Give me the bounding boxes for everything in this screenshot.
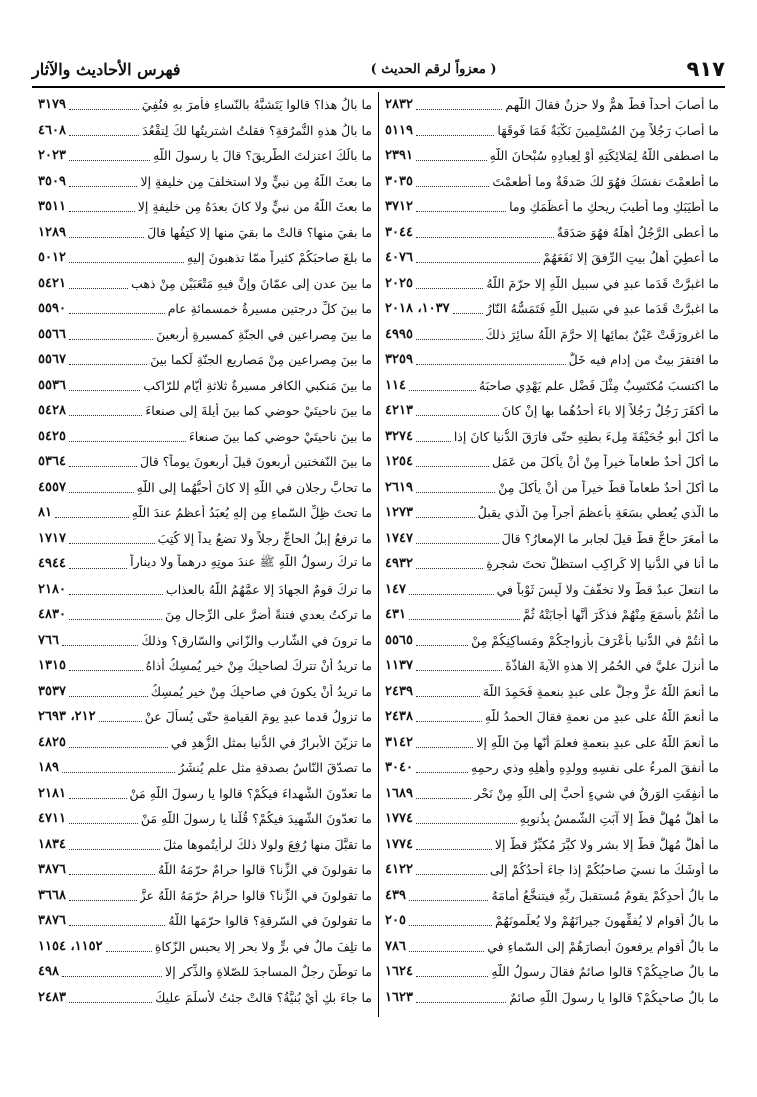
hadith-entry — [32, 449, 378, 475]
hadith-entry — [379, 118, 725, 144]
hadith-number: ٣٦٦٨ — [38, 887, 66, 903]
hadith-entry — [379, 245, 725, 271]
hadith-entry — [379, 551, 725, 577]
hadith-entry — [32, 602, 378, 628]
hadith-entry — [32, 92, 378, 118]
hadith-number: ١١٥٢، ١١٥٤ — [38, 938, 103, 954]
dot-leader — [69, 176, 138, 187]
dot-leader — [69, 405, 142, 416]
page-header — [32, 52, 725, 88]
hadith-entry — [379, 730, 725, 756]
hadith-text: ما أطيَبَكِ وما أطيبَ ريحكِ ما أعظَمَكِ وما — [509, 199, 719, 215]
hadith-number: ٧٦٦ — [38, 632, 59, 648]
hadith-number: ١٦٨٩ — [385, 785, 413, 801]
hadith-text: ما أكلَ أحدٌ طعاماً خيراً مِنْ أنْ يأكلَ من عَمَلِ — [491, 454, 719, 470]
hadith-number: ٣٥٣٧ — [38, 683, 66, 699]
hadith-entry — [379, 883, 725, 909]
dot-leader — [416, 737, 473, 748]
hadith-number: ٤٢١٣ — [385, 403, 413, 419]
hadith-number: ١٨٣٤ — [38, 836, 66, 852]
hadith-number: ٢١٨٠ — [38, 581, 66, 597]
hadith-text: ما تحتَ ظِلِّ السّماءِ مِن إلهٍ يُعبَدُ أعظمُ عندَ اللّهِ — [131, 505, 372, 521]
hadith-number: ١٢٧٣ — [385, 505, 413, 521]
hadith-number: ٢٨٣٢ — [385, 97, 413, 113]
hadith-number: ٤٩٩٥ — [385, 326, 413, 342]
hadith-number: ٣٧١٢ — [385, 199, 413, 215]
hadith-entry — [32, 857, 378, 883]
hadith-number: ١٧٧٤ — [385, 811, 413, 827]
hadith-number: ٢١٢، ٢٦٩٣ — [38, 709, 96, 725]
dot-leader — [69, 737, 168, 748]
dot-leader — [69, 660, 143, 671]
hadith-entry — [379, 220, 725, 246]
hadith-text: ما أهلَّ مُهِلٌّ قطُّ إلا بشرٍ ولا كبَّرَ مُكبِّرٌ قطُّ إلا — [494, 836, 719, 852]
hadith-entry — [32, 526, 378, 552]
hadith-entry — [32, 628, 378, 654]
dot-leader — [69, 227, 144, 238]
hadith-text: ما انتعلَ عبدٌ قطّ ولا تخفّفَ ولا لَبِسَ ثَوْباً في — [496, 581, 719, 597]
hadith-text: ما أصابَ أحداً قطّ همٌّ ولا حزنٌ فقالَ اللّهم — [505, 97, 719, 113]
hadith-text: ما تركتُ بعدي فتنةً أضرَّ على الرِّجالِ مِنَ — [164, 607, 372, 623]
hadith-text: ما اغرورَقَتْ عَيْنٌ بمائِها إلا حرَّمَ اللّهُ سائِرَ ذلكَ — [485, 326, 719, 342]
dot-leader — [416, 482, 495, 493]
hadith-text: ما تزيّنَ الأبرارُ في الدُّنيا بمثلِ الزُّهدِ في — [170, 734, 372, 750]
hadith-text: ما بالُكَ اعتزلتَ الطّريقَ؟ قالَ يا رسولَ اللّهِ — [153, 148, 372, 164]
hadith-text: ما أهلَّ مُهِلٌّ قطُّ إلا آبَتِ الشّمسُ بِذُنوبِهِ — [519, 811, 719, 827]
dot-leader — [416, 278, 483, 289]
hadith-text: ما أُنفِقَتِ الوَرِقُ في شيءٍ أحبَّ إلى اللّهِ مِنْ نَحْرٍ — [474, 785, 719, 801]
hadith-entry — [379, 857, 725, 883]
hadith-entry — [32, 118, 378, 144]
hadith-entry — [379, 679, 725, 705]
hadith-text: ما بالُ أحدِكُمْ يقومُ مُستقبلَ ربِّهِ فيتنخَّعُ أمامَهُ — [491, 887, 719, 903]
hadith-number: ٣٠٤٠ — [385, 760, 413, 776]
hadith-entry — [32, 653, 378, 679]
dot-leader — [69, 150, 150, 161]
dot-leader — [453, 303, 483, 314]
hadith-entry — [379, 143, 725, 169]
hadith-entry — [379, 169, 725, 195]
hadith-number: ٨١ — [38, 505, 52, 521]
dot-leader — [416, 966, 488, 977]
hadith-text: ما أنتُمْ في الدُّنيا بأعْرَفَ بأزواجِكُمْ ومَساكِنِكُمْ مِنْ — [471, 632, 719, 648]
hadith-entry — [379, 653, 725, 679]
hadith-entry — [32, 424, 378, 450]
dot-leader — [416, 660, 502, 671]
hadith-number: ٥٥٦٧ — [38, 352, 66, 368]
page-subtitle: ( معزواً لرقم الحديث ) — [370, 61, 497, 77]
hadith-text: ما توطّنَ رجلٌ المساجدَ للصّلاةِ والذِّكرِ إلا — [165, 964, 372, 980]
hadith-entry — [32, 373, 378, 399]
hadith-text: ما أُعطِيَ أهلُ بيتٍ الرِّفقَ إلا نَفَعَهُمْ — [542, 250, 719, 266]
hadith-entry — [32, 883, 378, 909]
dot-leader — [409, 941, 484, 952]
dot-leader — [416, 354, 566, 365]
hadith-text: ما افتقرَ بيتٌ من إدامٍ فيه خَلٌّ — [568, 352, 719, 368]
dot-leader — [416, 533, 499, 544]
dot-leader — [69, 992, 152, 1003]
hadith-text: ما أمعَرَ حاجٌّ قطُّ قيلَ لجابرٍ ما الإمعارُ؟ قالَ — [501, 530, 719, 546]
hadith-text: ما بالُ أقوامٍ لا يُفقِّهونَ جيرانَهُمْ ولا يُعلِّمونَهُمْ — [495, 913, 719, 929]
dot-leader — [62, 966, 162, 977]
hadith-text: ما أنا في الدُّنيا إلا كَراكِبٍ استظلَّ تحتَ شجرةٍ — [486, 556, 719, 572]
hadith-text: ما تقولونَ في السّرقةِ؟ قالوا حرّمَها اللّهُ — [168, 913, 372, 929]
hadith-number: ١٢٥٤ — [385, 454, 413, 470]
dot-leader — [409, 890, 489, 901]
hadith-text: ما بينَ مَنكبي الكافرِ مسيرةُ ثلاثةِ أيّامٍ للرّاكبِ — [143, 377, 372, 393]
hadith-entry — [32, 934, 378, 960]
hadith-number: ٢١٨١ — [38, 785, 66, 801]
hadith-entry — [379, 526, 725, 552]
dot-leader — [416, 329, 483, 340]
dot-leader — [69, 788, 127, 799]
hadith-text: ما بقيَ منها؟ قالتْ ما بقيَ منها إلا كتِفُها قالَ — [147, 224, 372, 240]
hadith-number: ٢٤٣٨ — [385, 709, 413, 725]
dot-leader — [62, 762, 175, 773]
hadith-number: ٥٥٣٦ — [38, 377, 66, 393]
dot-leader — [69, 813, 138, 824]
dot-leader — [409, 584, 494, 595]
hadith-entry — [32, 704, 378, 730]
hadith-text: ما جاءَ بكِ أيْ بُنيَّةُ؟ قالتْ جئتُ لأُسلِّمَ عليكَ — [155, 989, 372, 1005]
hadith-number: ١٣١٥ — [38, 658, 66, 674]
dot-leader — [69, 354, 147, 365]
dot-leader — [416, 864, 487, 875]
hadith-entry — [379, 475, 725, 501]
hadith-number: ٢٤٨٣ — [38, 989, 66, 1005]
hadith-text: ما أعطى الرَّجُلُ أهلَهُ فهُوَ صَدَقةٌ — [556, 224, 719, 240]
hadith-text: ما تعدّونَ الشُّهداءَ فيكُمْ؟ قالوا يا رسولَ اللّهِ مَنْ — [129, 785, 372, 801]
hadith-entry — [379, 271, 725, 297]
hadith-number: ٣٥٠٩ — [38, 173, 66, 189]
right-column — [379, 92, 725, 1017]
hadith-number: ٢٠٥ — [385, 913, 406, 929]
dot-leader — [69, 482, 134, 493]
hadith-number: ١٧١٧ — [38, 530, 66, 546]
dot-leader — [416, 252, 540, 263]
dot-leader — [416, 150, 487, 161]
hadith-text: ما أنزلَ عليَّ في الحُمُرِ إلا هذهِ الآيةَ الفاذّةَ — [505, 658, 719, 674]
dot-leader — [416, 635, 468, 646]
hadith-text: ما تزولُ قدما عبدٍ يومَ القيامةِ حتّى يُسألَ عنْ — [144, 709, 372, 725]
hadith-number: ١١٤ — [385, 377, 406, 393]
hadith-entry — [32, 755, 378, 781]
hadith-text: ما تصدّقَ النّاسُ بصدقةٍ مثلِ علمٍ يُنشَرُ — [178, 760, 372, 776]
hadith-text: ما بالُ صاحِبِكُمْ؟ قالوا صائمٌ فقالَ رسولُ اللّهِ — [491, 964, 719, 980]
hadith-entry — [32, 832, 378, 858]
dot-leader — [416, 176, 489, 187]
hadith-number: ٣٢٥٩ — [385, 352, 413, 368]
hadith-entry — [32, 271, 378, 297]
hadith-text: ما بينَ مِصراعينِ في الجنّةِ كمسيرةِ أربعينَ — [156, 326, 372, 342]
dot-leader — [416, 507, 475, 518]
hadith-entry — [32, 959, 378, 985]
dot-leader — [69, 584, 163, 595]
hadith-text: ما تلِفَ مالٌ في برٍّ ولا بحرٍ إلا بحبسِ الزّكاةِ — [154, 938, 372, 954]
hadith-text: ما بينَ عدنٍ إلى عمّانَ وإنَّ فيهِ مَتْعَبَيْنِ مِنْ ذهبٍ — [131, 275, 372, 291]
hadith-number: ٤٣٩ — [385, 887, 406, 903]
dot-leader — [69, 558, 127, 569]
hadith-number: ١٢٨٩ — [38, 224, 66, 240]
hadith-text: ما أنتُمْ بأسمَعَ مِنْهُمْ فذكَرَ أنَّها أجابَتْهُ ثُمَّ — [522, 607, 719, 623]
hadith-number: ٤٩٨ — [38, 964, 59, 980]
hadith-text: ما بالُ هذهِ النُّمرُقةِ؟ فقلتُ اشتريتُها لكَ لِتقْعُدَ — [142, 122, 372, 138]
hadith-number: ٣٨٧٦ — [38, 862, 66, 878]
dot-leader — [55, 507, 129, 518]
hadith-number: ٤٨٣٠ — [38, 607, 66, 623]
hadith-text: ما بينَ ناحيتَيْ حوضي كما بينَ صنعاءَ — [188, 428, 372, 444]
hadith-number: ٥٠١٢ — [38, 250, 66, 266]
hadith-text: ما تركَ رسولُ اللّهِ ﷺ عندَ موتِهِ درهماً ولا ديناراً — [130, 554, 372, 570]
hadith-entry — [379, 424, 725, 450]
dot-leader — [69, 456, 137, 467]
hadith-entry — [379, 934, 725, 960]
hadith-text: ما أنعمَ اللّهُ على عبدٍ بنعمةٍ فعلمَ أنّها مِنَ اللّهِ إلا — [476, 734, 719, 750]
hadith-text: ما بينَ النّفختينِ أربعونَ قيلَ أربعونَ يوماً؟ قالَ — [139, 454, 372, 470]
hadith-text: ما اكتسبَ مُكتَسِبٌ مِثْلَ فَضْلِ علمٍ يَهْدِي صاحبَهُ — [478, 377, 719, 393]
hadith-entry — [32, 296, 378, 322]
hadith-text: ما بالُ هذا؟ قالوا يَتَشبَّهُ بالنّساءِ فأمرَ بهِ فنُفِيَ — [141, 97, 372, 113]
hadith-entry — [32, 679, 378, 705]
dot-leader — [416, 992, 506, 1003]
dot-leader — [69, 864, 155, 875]
hadith-text: ما تريدُ أنْ يكونَ في صاحبِكَ مِنْ خيرٍ يُمسِكُ — [150, 683, 372, 699]
hadith-number: ٣١٧٩ — [38, 97, 66, 113]
hadith-entry — [32, 908, 378, 934]
hadith-text: ما أكفَرَ رَجُلٌ رَجُلاً إلا باءَ أحدُهُما بها إنْ كانَ — [501, 403, 719, 419]
hadith-text: ما أنعمَ اللّهُ على عبدٍ من نعمةٍ فقالَ الحمدُ للّهِ — [484, 709, 719, 725]
hadith-number: ٥٤٢٨ — [38, 403, 66, 419]
hadith-number: ٣٢٧٤ — [385, 428, 413, 444]
hadith-text: ما تحابَّ رجلانِ في اللّهِ إلا كانَ أحبُّهُما إلى اللّهِ — [136, 479, 372, 495]
hadith-entry — [379, 194, 725, 220]
hadith-entry — [379, 959, 725, 985]
dot-leader — [69, 839, 160, 850]
hadith-number: ١٠٣٧، ٢٠١٨ — [385, 301, 450, 317]
dot-leader — [416, 125, 494, 136]
hadith-text: ما أصابَ رَجُلاً مِنَ المُسْلِمينَ نَكْبَةٌ فَمَا فَوقَهَا — [497, 122, 719, 138]
hadith-entry — [32, 781, 378, 807]
hadith-number: ١٧٧٤ — [385, 836, 413, 852]
dot-leader — [416, 227, 554, 238]
dot-leader — [106, 941, 152, 952]
hadith-entry — [32, 551, 378, 577]
hadith-number: ١٨٩ — [38, 760, 59, 776]
page-number: ٩١٧ — [686, 57, 725, 81]
hadith-number: ٥٤٢٥ — [38, 428, 66, 444]
dot-leader — [99, 711, 142, 722]
hadith-number: ٤٨٢٥ — [38, 734, 66, 750]
hadith-entry — [32, 985, 378, 1011]
dot-leader — [69, 252, 184, 263]
hadith-number: ٤٧١١ — [38, 811, 66, 827]
hadith-number: ٣٥١١ — [38, 199, 66, 215]
hadith-entry — [379, 832, 725, 858]
hadith-entry — [379, 500, 725, 526]
hadith-number: ٤١٢٢ — [385, 862, 413, 878]
hadith-entry — [32, 245, 378, 271]
hadith-number: ٤٠٧٦ — [385, 250, 413, 266]
hadith-entry — [32, 730, 378, 756]
hadith-entry — [32, 806, 378, 832]
hadith-entry — [32, 143, 378, 169]
dot-leader — [409, 915, 492, 926]
hadith-number: ٢٠٢٥ — [385, 275, 413, 291]
dot-leader — [416, 788, 471, 799]
hadith-entry — [379, 781, 725, 807]
index-columns — [32, 92, 725, 1017]
dot-leader — [62, 635, 138, 646]
hadith-text: ما أوشَكَ ما نسيَ صاحبُكُمْ إذا جاءَ أحدُكُمْ إلى — [489, 862, 719, 878]
dot-leader — [409, 609, 520, 620]
hadith-number: ٤٣١ — [385, 607, 406, 623]
left-column — [32, 92, 378, 1017]
hadith-number: ٢٣٩١ — [385, 148, 413, 164]
hadith-text: ما أكلَ أبو جُحَيْفَةَ مِلءَ بطنِهِ حتّى فارَقَ الدُّنيا كانَ إذا — [453, 428, 719, 444]
hadith-entry — [32, 577, 378, 603]
hadith-entry — [379, 92, 725, 118]
dot-leader — [69, 125, 139, 136]
hadith-text: ما بالُ صاحبِكُمْ؟ قالوا يا رسولَ اللّهِ صائمٌ — [509, 989, 719, 1005]
dot-leader — [69, 201, 135, 212]
dot-leader — [69, 329, 153, 340]
hadith-entry — [32, 220, 378, 246]
hadith-text: ما بينَ ناحيتَيْ حوضي كما بينَ أيلةَ إلى صنعاءَ — [145, 403, 372, 419]
hadith-text: ما أكلَ أحدٌ طعاماً قطّ خيراً من أنْ يأكلَ مِنْ — [498, 479, 719, 495]
hadith-number: ٢٠٢٣ — [38, 148, 66, 164]
hadith-text: ما أنفقَ المرءُ على نفسِهِ وولدِهِ وأهلِهِ وذي رحمِهِ — [471, 760, 719, 776]
dot-leader — [69, 533, 155, 544]
hadith-text: ما اصطفى اللّهُ لِمَلائِكَتِهِ أوْ لِعِبادِهِ سُبْحانَ اللّهِ — [489, 148, 719, 164]
dot-leader — [69, 380, 140, 391]
hadith-text: ما بينَ مِصراعينِ مِنْ مَصاريعِ الجنّةِ لَكما بينَ — [150, 352, 372, 368]
hadith-entry — [379, 602, 725, 628]
hadith-number: ٤٦٠٨ — [38, 122, 66, 138]
hadith-entry — [379, 322, 725, 348]
dot-leader — [416, 99, 502, 110]
column-divider — [378, 92, 379, 1017]
hadith-entry — [379, 449, 725, 475]
hadith-number: ٢٤٣٩ — [385, 683, 413, 699]
dot-leader — [416, 405, 499, 416]
hadith-entry — [379, 755, 725, 781]
hadith-text: ما تقبَّلَ منها رُفِعَ ولولا ذلكَ لرأيتُموها مثلَ — [163, 836, 372, 852]
hadith-text: ما تقولونَ في الزِّنا؟ قالوا حرامٌ حرّمَهُ اللّهُ عزَّ — [139, 887, 372, 903]
hadith-entry — [379, 628, 725, 654]
hadith-entry — [32, 347, 378, 373]
hadith-entry — [379, 985, 725, 1011]
hadith-number: ٢٦١٩ — [385, 479, 413, 495]
hadith-number: ١٤٧ — [385, 581, 406, 597]
hadith-number: ٥٤٢١ — [38, 275, 66, 291]
hadith-number: ١١٣٧ — [385, 658, 413, 674]
dot-leader — [416, 558, 483, 569]
dot-leader — [69, 915, 165, 926]
hadith-number: ١٦٢٤ — [385, 964, 413, 980]
dot-leader — [416, 456, 489, 467]
hadith-entry — [379, 704, 725, 730]
hadith-entry — [379, 398, 725, 424]
hadith-entry — [379, 908, 725, 934]
hadith-entry — [379, 577, 725, 603]
hadith-text: ما تقولونَ في الزِّنا؟ قالوا حرامٌ حرّمَهُ اللّهُ — [157, 862, 372, 878]
hadith-number: ٥٣٦٤ — [38, 454, 66, 470]
dot-leader — [416, 431, 451, 442]
hadith-text: ما تعدّونَ الشّهيدَ فيكُمْ؟ قُلْنا يا رسولَ اللّهِ مَنْ — [140, 811, 372, 827]
hadith-entry — [32, 322, 378, 348]
hadith-number: ٣٠٤٤ — [385, 224, 413, 240]
hadith-text: ما بلغَ صاحبَكُمْ كثيراً ممّا تذهبونَ إليهِ — [186, 250, 372, 266]
hadith-number: ٥٥٦٦ — [38, 326, 66, 342]
hadith-number: ١٦٢٣ — [385, 989, 413, 1005]
hadith-text: ما تريدُ أنْ تتركَ لصاحبِكَ مِنْ خيرٍ يُمسِكُ أذاهُ — [145, 658, 372, 674]
hadith-entry — [379, 806, 725, 832]
dot-leader — [69, 890, 137, 901]
dot-leader — [69, 99, 139, 110]
hadith-entry — [32, 500, 378, 526]
dot-leader — [409, 380, 476, 391]
dot-leader — [416, 813, 517, 824]
hadith-entry — [32, 475, 378, 501]
dot-leader — [69, 431, 186, 442]
dot-leader — [416, 839, 492, 850]
hadith-text: ما ترفعُ إبلُ الحاجِّ رجلاً ولا تضعُ يداً إلا كُتِبَ — [157, 530, 372, 546]
dot-leader — [416, 711, 482, 722]
hadith-text: ما ترونَ في الشّاربِ والزّاني والسّارقِ؟ وذلكَ — [141, 632, 372, 648]
hadith-text: ما بعثَ اللّهُ مِن نبيٍّ ولا استخلفَ مِن خليفةٍ إلا — [140, 173, 372, 189]
dot-leader — [416, 686, 480, 697]
hadith-number: ٥٥٦٥ — [385, 632, 413, 648]
dot-leader — [416, 201, 506, 212]
hadith-number: ٤٩٣٢ — [385, 556, 413, 572]
hadith-number: ٧٨٦ — [385, 938, 406, 954]
hadith-number: ٣٠٣٥ — [385, 173, 413, 189]
hadith-text: ما بالُ أقوامٍ يرفعونَ أبصارَهُمْ إلى السّماءِ في — [487, 938, 719, 954]
hadith-number: ١٧٤٧ — [385, 530, 413, 546]
hadith-entry — [32, 194, 378, 220]
hadith-text: ما اغبرَّتْ قَدَما عبدٍ في سبيلِ اللّهِ إلا حرّمَ اللّهُ — [486, 275, 719, 291]
page-title: فهرس الأحاديث والآثار — [32, 59, 181, 79]
hadith-entry — [32, 398, 378, 424]
hadith-entry — [379, 373, 725, 399]
hadith-text: ما اغبرَّتْ قَدَما عبدٍ في سَبيلِ اللّهِ فَتَمَسُّهُ النّارُ — [485, 301, 719, 317]
hadith-number: ٣٨٧٦ — [38, 913, 66, 929]
hadith-text: ما الّذي يُعطي بسَعَةٍ بأعظمَ أجراً مِنَ الّذي يقبلُ — [477, 505, 719, 521]
hadith-text: ما بعثَ اللّهُ من نبيٍّ ولا كانَ بعدَهُ مِن خليفةٍ إلا — [137, 199, 372, 215]
dot-leader — [69, 686, 148, 697]
hadith-number: ٥١١٩ — [385, 122, 413, 138]
hadith-text: ما بينَ كلِّ درجتينِ مسيرةُ خمسمائةِ عامٍ — [167, 301, 372, 317]
dot-leader — [69, 278, 128, 289]
hadith-number: ٤٥٥٧ — [38, 479, 66, 495]
hadith-number: ٥٥٩٠ — [38, 301, 66, 317]
hadith-number: ٤٩٤٤ — [38, 556, 66, 572]
hadith-entry — [32, 169, 378, 195]
hadith-entry — [379, 296, 725, 322]
dot-leader — [69, 303, 165, 314]
dot-leader — [69, 609, 162, 620]
hadith-entry — [379, 347, 725, 373]
hadith-text: ما أطعمْتَ نفسَكَ فهُوَ لكَ صَدقَةٌ وما أطعمْتَ — [492, 173, 719, 189]
hadith-number: ٣١٤٢ — [385, 734, 413, 750]
hadith-text: ما تركَ قومٌ الجهادَ إلا عمَّهُمُ اللّهُ بالعذابِ — [165, 581, 372, 597]
dot-leader — [416, 762, 468, 773]
hadith-text: ما أنعمَ اللّهُ عزَّ وجلَّ على عبدٍ بنعمةٍ فَحَمِدَ اللّهَ — [482, 683, 719, 699]
